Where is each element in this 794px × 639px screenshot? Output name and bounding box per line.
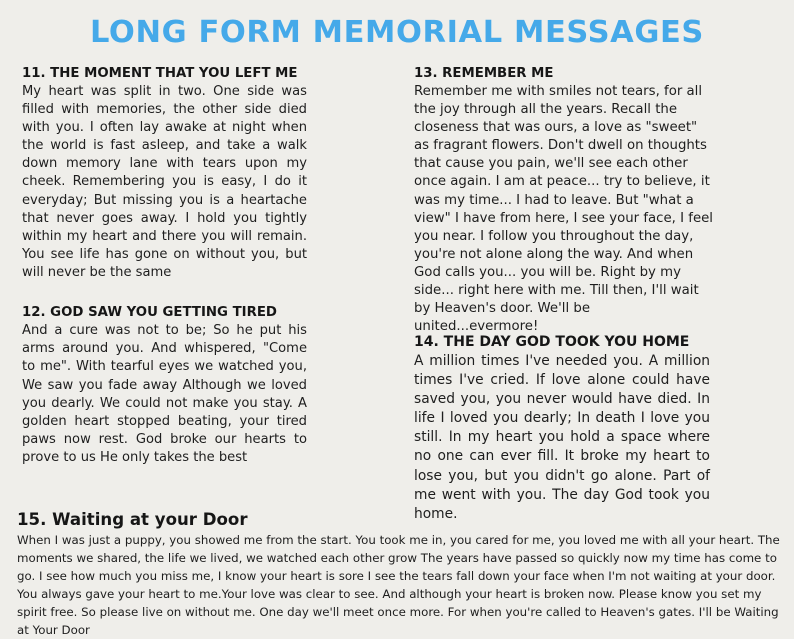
message-14-heading: 14. THE DAY GOD TOOK YOU HOME: [414, 334, 690, 350]
page-title: LONG FORM MEMORIAL MESSAGES: [89, 15, 705, 50]
message-14: [414, 333, 710, 524]
message-13-heading: 13. REMEMBER ME: [414, 66, 554, 81]
message-15-body: When I was just a puppy, you showed me from the start. You took me in, you cared for me, you loved me with all your heart. The moments we shared, the life we lived, we watched each other grow The years have passed so quickly now my time has come to go. I see how much you miss me, I know your heart is sore I see the tears fall down your face when I'm not waiting at your door. You always gave your heart to me.Your love was clear to see. And although your heart is broken now. Please know you set my spirit free. So please live on without me. One day we'll meet once more. For when you're called to Heaven's gates. I'll be Waiting at Your Door: [17, 533, 780, 637]
message-14-body: A million times I've needed you. A million times I've cried. If love alone could have saved you, you never would have died. In life I loved you dearly; In death I love you still. In my heart you hold a space where no one can ever fill. It broke my heart to lose you, but you didn't go alone. Part of me went with you. The day God took you home.: [414, 353, 710, 522]
message-12-body: And a cure was not to be; So he put his arms around you. And whispered, "Come to me". With tearful eyes we watched you, We saw you fade away Although we loved you dearly. We could not make you stay. A golden heart stopped beating, your tired paws now rest. God broke our hearts to prove to us He only takes the best: [22, 323, 307, 466]
message-12-heading: 12. GOD SAW YOU GETTING TIRED: [22, 305, 277, 320]
message-13-body: Remember me with smiles not tears, for all the joy through all the years. Recall the closeness that was ours, a love as "sweet" as fragrant flowers. Don't dwell on thoughts that cause you pain, we'll see each other once again. I am at peace... try to believe, it was my time... I had to leave. But "what a view" I have from here, I see your face, I feel you near. I follow you throughout the day, you're not alone along the way. And when God calls you... you will be. Right by my side... right here with me. Till then, I'll wait by Heaven's door. We'll be united...evermore!: [414, 84, 713, 335]
message-13: [414, 65, 715, 336]
message-11-body: My heart was split in two. One side was filled with memories, the other side died with you. I often lay awake at night when the world is fast asleep, and take a walk down memory lane with tears upon my cheek. Remembering you is easy, I do it everyday; But missing you is a heartache that never goes away. I hold you tightly within my heart and there you will remain. You see life has gone on without you, but will never be the same: [22, 84, 307, 280]
message-15: [17, 510, 782, 639]
message-11: [22, 65, 307, 282]
message-11-heading: 11. THE MOMENT THAT YOU LEFT ME: [22, 66, 298, 81]
message-15-heading: 15. Waiting at your Door: [17, 510, 248, 529]
message-12: [22, 304, 307, 468]
